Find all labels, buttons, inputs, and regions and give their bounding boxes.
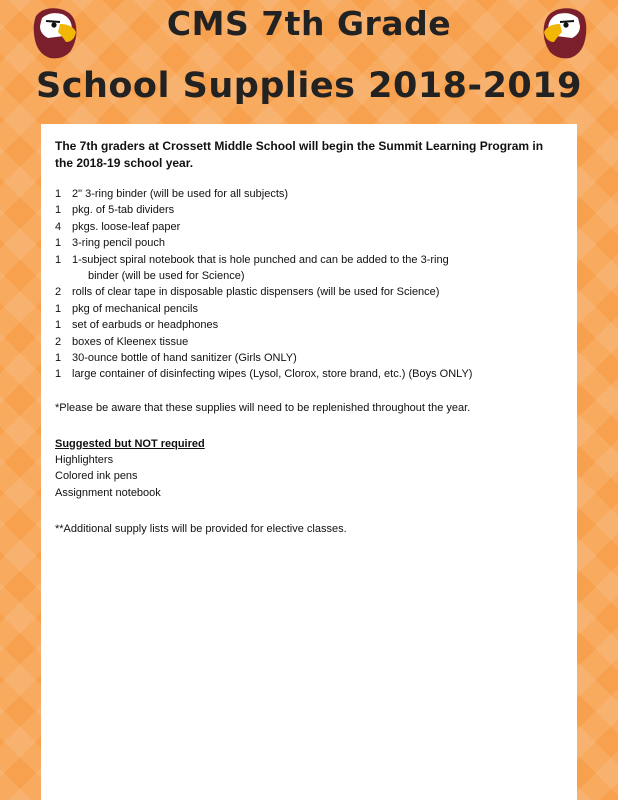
item-description: 2" 3-ring binder (will be used for all subjects) <box>72 188 289 200</box>
item-quantity: 4 <box>55 220 62 233</box>
item-description: pkg. of 5-tab dividers <box>72 204 175 217</box>
supply-list <box>55 186 563 383</box>
suggested-item: Assignment notebook <box>55 486 161 499</box>
page-subtitle: School Supplies 2018-2019 <box>36 66 582 106</box>
list-item <box>55 186 563 202</box>
item-quantity: 2 <box>55 286 62 299</box>
suggested-item: Colored ink pens <box>55 470 138 483</box>
list-item <box>55 252 563 285</box>
list-item <box>55 317 563 333</box>
list-item <box>55 366 563 382</box>
item-description: set of earbuds or headphones <box>72 319 219 332</box>
item-quantity: 1 <box>55 253 62 266</box>
item-quantity: 1 <box>55 204 62 217</box>
item-description: pkgs. loose-leaf paper <box>72 220 181 233</box>
item-description-line: 1-subject spiral notebook that is hole punched and can be added to the 3-ring <box>72 253 449 266</box>
list-item <box>55 235 563 251</box>
item-description: pkg of mechanical pencils <box>72 302 198 315</box>
elective-note: **Additional supply lists will be provided for elective classes. <box>55 523 347 536</box>
item-description: large container of disinfecting wipes (Lysol, Clorox, store brand, etc.) (Boys ONLY) <box>72 368 473 381</box>
item-quantity: 1 <box>55 368 62 381</box>
item-description: rolls of clear tape in disposable plastic dispensers (will be used for Science) <box>72 286 440 299</box>
list-item <box>55 301 563 317</box>
item-quantity: 1 <box>55 352 62 365</box>
list-item <box>55 219 563 235</box>
item-quantity: 1 <box>55 302 62 315</box>
item-description: 3-ring pencil pouch <box>72 237 165 250</box>
supply-list-card <box>41 124 577 800</box>
item-description: boxes of Kleenex tissue <box>72 335 189 348</box>
item-description-continuation: binder (will be used for Science) <box>88 270 245 283</box>
page-title: CMS 7th Grade <box>166 4 452 43</box>
supply-list-content <box>55 138 563 537</box>
item-description: 30-ounce bottle of hand sanitizer (Girls ONLY) <box>72 352 297 365</box>
replenish-note: *Please be aware that these supplies will need to be replenished throughout the year. <box>55 401 471 414</box>
item-quantity: 1 <box>55 319 62 332</box>
suggested-heading: Suggested but NOT required <box>55 437 205 450</box>
list-item <box>55 350 563 366</box>
list-item <box>55 202 563 218</box>
item-description <box>72 252 563 285</box>
intro-text: The 7th graders at Crossett Middle School will begin the Summit Learning Program in the 2018-19 school year. <box>55 139 544 170</box>
item-quantity: 1 <box>55 237 62 250</box>
suggested-item: Highlighters <box>55 453 114 466</box>
list-item <box>55 284 563 300</box>
item-quantity: 2 <box>55 335 62 348</box>
item-quantity: 1 <box>55 188 62 200</box>
list-item <box>55 334 563 350</box>
